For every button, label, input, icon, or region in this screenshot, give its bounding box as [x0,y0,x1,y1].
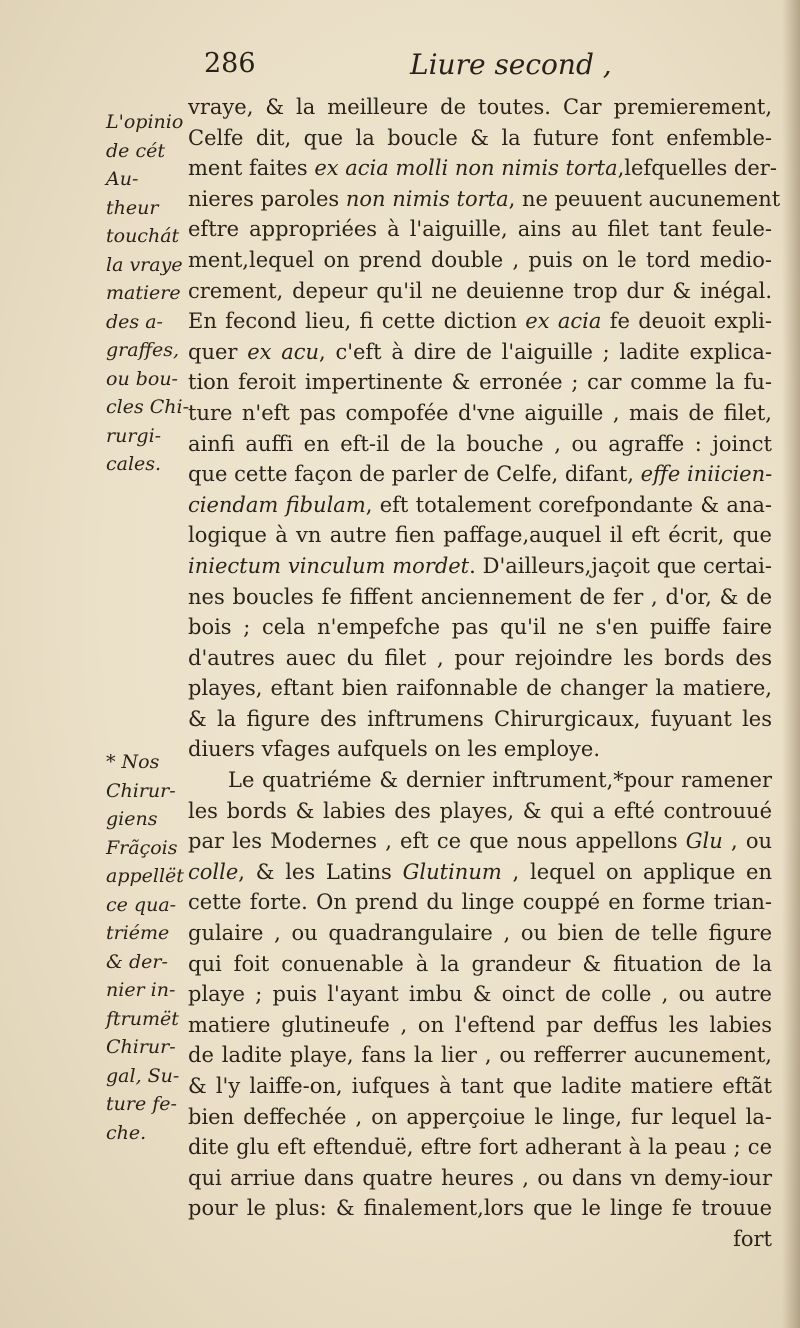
text-run: En fecond lieu, fi cette diction [188,309,526,334]
text-line: de ladite playe, fans la lier , ou refferrer aucunement, [188,1043,772,1068]
margin-note-line: che. [106,1121,147,1144]
latin-phrase: ciendam fibulam [188,492,366,517]
text-line: bois ; cela n'empefche pas qu'il ne s'en puiffe faire [188,615,772,640]
text-run: fe deuoit expli- [601,309,772,334]
text-line [188,826,772,857]
text-line: ture n'eft pas compofée d'vne aiguille , mais de filet, [188,400,772,425]
text-line: pour le plus: & finalement,lors que le linge fe trouue [188,1196,772,1221]
margin-note-line: theur [106,196,159,219]
text-run: par les Modernes , eft ce que nous appellons [188,829,686,854]
text-line [188,306,772,337]
page-header [0,42,800,90]
text-line: tion feroit impertinente & erronée ; car comme la fu- [188,370,772,395]
text-run: , lequel on applique en [501,859,772,884]
latin-phrase: colle [188,859,239,884]
latin-phrase: ex acu [247,339,320,364]
margin-note-line: graffes, [106,339,180,361]
paragraph-2 [188,765,772,1255]
margin-note-opinion [106,108,188,479]
body-text [188,92,781,1255]
margin-note-line: ce qua- [106,893,177,916]
text-line: gulaire , ou quadrangulaire , ou bien de telle figure [188,921,772,946]
text-line: qui foit conuenable à la grandeur & fituation de la [188,951,772,976]
text-line: playe ; puis l'ayant imbu & oinct de colle , ou autre [188,982,772,1007]
text-run: . D'ailleurs,jaçoit que certai- [469,553,772,578]
margin-note-line: matiere [106,282,181,304]
latin-phrase: non nimis torta [345,186,509,211]
margin-note-line: ftrumët [106,1007,179,1030]
text-line [188,490,772,521]
text-line: matiere glutineufe , on l'eftend par deffus les labies [188,1012,772,1037]
margin-note-line: Frãçois [106,836,178,859]
margin-note-line: & der- [106,950,168,973]
text-run: ,lefquelles der- [617,156,777,181]
text-line: & la figure des inftrumens Chirurgicaux, fuyuant les [188,706,772,731]
text-line: diuers vfages aufquels on les employe. [188,737,601,762]
text-run: , & les Latins [238,859,403,884]
text-line: les bords & labies des playes, & qui a efté controuué [188,798,772,823]
text-run: nieres paroles [188,186,346,211]
text-line: crement, depeur qu'il ne deuienne trop dur & inégal. [188,278,772,303]
margin-note-line: cles Chi- [106,396,190,418]
text-line: vraye, & la meilleure de toutes. Car premierement, [188,95,772,119]
margin-note-suture-seche [106,748,188,1147]
margin-note-line: ture fe- [106,1093,177,1115]
margin-note-line: rurgi- [106,424,162,447]
margin-note-line: gal, Su- [106,1064,180,1087]
margin-note-line: touchát [106,225,180,247]
latin-phrase: ex acia molli non nimis torta [314,156,618,181]
margin-note-line: nier in- [106,979,176,1001]
text-line: qui arriue dans quatre heures , ou dans vn demy-iour [188,1165,772,1190]
running-title: Liure second , [410,48,612,81]
page-edge-shadow [782,0,800,1328]
text-line: bien deffechée , on apperçoiue le linge, fur lequel la- [188,1104,772,1129]
text-run: que cette façon de parler de Celfe, difant, [188,462,641,487]
text-line: eftre appropriées à l'aiguille, ains au filet tant feule- [188,217,772,242]
text-run: , eft totalement corefpondante & ana- [365,492,772,517]
text-line: cette forte. On prend du linge couppé en forme trian- [188,890,772,915]
margin-note-line: cales. [106,453,162,475]
text-run: , c'eft à dire de l'aiguille ; ladite explica- [319,339,772,364]
margin-note-line: triéme [106,922,170,944]
margin-note-line: des a- [106,310,163,333]
text-line [188,184,781,215]
text-line: ment,lequel on prend double , puis on le tord medio- [188,247,772,272]
paragraph-1 [188,92,781,765]
margin-note-line: de cét [106,139,165,162]
text-line: dite glu eft eftenduë, eftre fort adherant à la peau ; ce [188,1135,772,1160]
text-line: logique à vn autre fien paffage,auquel il eft écrit, que [188,523,772,548]
text-line [188,857,772,888]
latin-phrase: ex acia [525,309,602,334]
text-line [188,337,772,368]
margin-note-line: Chirur- [106,1036,176,1058]
text-line: Celfe dit, que la boucle & la future font enfemble- [188,125,772,150]
text-run: , ne peuuent aucunement [508,186,781,211]
text-run: quer [188,339,248,364]
latin-phrase: effe iniicien- [640,462,773,487]
text-run: ment faites [188,156,315,181]
latin-phrase: iniectum vinculum mordet [188,553,470,578]
text-line: & l'y laiffe-on, iufques à tant que ladite matiere eftãt [188,1074,772,1098]
margin-note-line: ou bou- [106,367,178,390]
margin-note-line: giens [106,808,158,830]
text-line: Le quatriéme & dernier inftrument,*pour ramener [228,768,772,793]
margin-note-line: Au- [106,168,139,190]
catchword: fort [733,1226,772,1251]
text-line: playes, eftant bien raifonnable de changer la matiere, [188,676,772,701]
text-run: , ou [722,829,772,854]
page-number: 286 [204,48,256,79]
latin-phrase: Glu [685,829,723,854]
margin-note-line: appellët [106,865,184,887]
text-line [188,459,772,490]
margin-note-line: la vraye [106,253,183,276]
margin-note-line: L'opinio [106,111,184,133]
margin-note-line: Chirur- [106,779,176,802]
text-line: ainfi auffi en eft-il de la bouche , ou agraffe : joinct [188,431,772,456]
latin-phrase: Glutinum [402,859,502,884]
text-line: nes boucles fe fiffent anciennement de fer , d'or, & de [188,584,772,609]
text-line [188,153,777,184]
text-line [188,551,772,582]
margin-note-line: * Nos [106,751,160,773]
text-line: d'autres auec du filet , pour rejoindre les bords des [188,645,772,670]
